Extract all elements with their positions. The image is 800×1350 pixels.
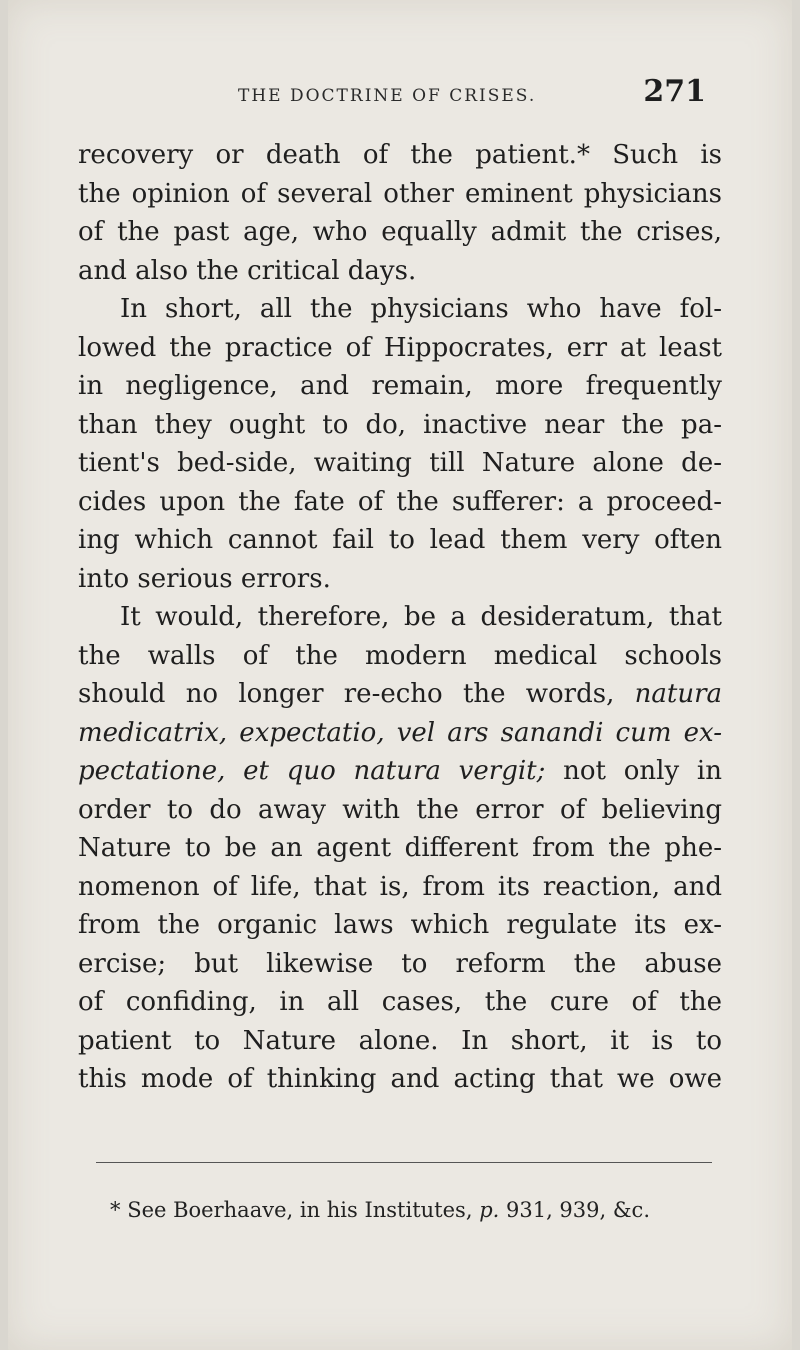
line-segment: should no longer re-echo the words, (78, 679, 615, 709)
text-line: this mode of thinking and acting that we owe (78, 1064, 722, 1094)
text-line: order to do away with the error of believing (78, 794, 722, 825)
text-line: ercise; but likewise to reform the abuse (78, 948, 722, 979)
footnote-page-ref: p. (479, 1198, 500, 1222)
latin-phrase: natura (634, 679, 722, 709)
text-line: It would, therefore, be a desideratum, that (120, 602, 722, 632)
text-line: In short, all the physicians who have fol- (120, 294, 722, 324)
text-line: of confiding, in all cases, the cure of the (78, 987, 722, 1017)
text-line: patient to Nature alone. In short, it is to (78, 1025, 722, 1056)
footnote-divider (96, 1162, 712, 1163)
text-line (78, 714, 722, 753)
text-line: lowed the practice of Hippocrates, err at least (78, 332, 722, 363)
text-line: than they ought to do, inactive near the pa- (78, 409, 722, 440)
text-line: nomenon of life, that is, from its reaction, and (78, 871, 722, 902)
text-line: of the past age, who equally admit the crises, (78, 217, 722, 247)
text-line: into serious errors. (78, 563, 331, 594)
text-line: and also the critical days. (78, 255, 417, 286)
text-line: the walls of the modern medical schools (78, 640, 722, 671)
text-line: cides upon the fate of the sufferer: a proceed- (78, 486, 722, 517)
footnote-text: See Boerhaave, in his Institutes, (127, 1198, 473, 1222)
body-text (78, 136, 722, 1099)
page-header (78, 62, 706, 122)
text-line: from the organic laws which regulate its ex- (78, 910, 722, 940)
text-line (78, 675, 722, 714)
book-page (8, 0, 792, 1350)
running-title: THE DOCTRINE OF CRISES. (238, 86, 537, 106)
text-line: Nature to be an agent different from the phe- (78, 833, 722, 863)
text-line: the opinion of several other eminent physicians (78, 178, 722, 209)
text-line: ing which cannot fail to lead them very often (78, 525, 722, 555)
text-line: recovery or death of the patient.* Such is (78, 140, 722, 170)
page-number: 271 (643, 74, 706, 109)
text-line: tient's bed-side, waiting till Nature alone de- (78, 448, 722, 478)
footnote (110, 1198, 650, 1222)
footnote-marker: * (110, 1198, 121, 1222)
latin-phrase: medicatrix, expectatio, vel ars sanandi cum ex- (78, 717, 722, 748)
line-segment: not only in (563, 756, 722, 786)
text-line (78, 752, 722, 791)
footnote-pages: 931, 939, &c. (506, 1198, 650, 1222)
text-line: in negligence, and remain, more frequently (78, 371, 722, 401)
latin-phrase: pectatione, et quo natura vergit; (78, 756, 546, 786)
